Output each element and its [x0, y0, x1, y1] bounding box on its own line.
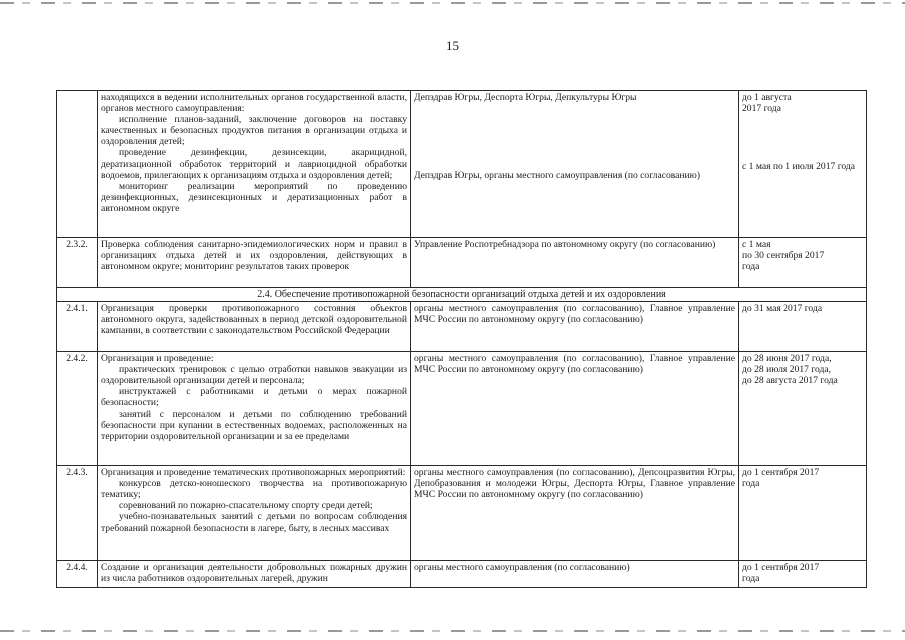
executor-text: органы местного самоуправления (по согласованию), Депсоцразвития Югры, Депобразования и молодежи Югры, Деспорта Югры, Главное управление МЧС России по автономному округу (по согласованию) [414, 467, 735, 501]
item-number: 2.3.2. [57, 238, 98, 288]
action-text: учебно-познавательных занятий с детьми по вопросам соблюдения требований пожарной безопасности в лагере, быту, в лесных массивах [101, 511, 407, 534]
deadline-text: года [742, 478, 760, 490]
table-row [57, 91, 867, 238]
deadline-text: до 28 августа 2017 года [742, 375, 838, 387]
deadline-text: с 1 мая [742, 239, 771, 250]
deadline-text: до 1 сентября 2017 [742, 467, 820, 479]
executor-text: Депздрав Югры, органы местного самоуправления (по согласованию) [414, 170, 701, 182]
plan-table [56, 90, 867, 588]
deadline-cell [739, 238, 867, 288]
item-number: 2.4.2. [57, 352, 98, 466]
action-text: соревнований по пожарно-спасательному спорту среди детей; [119, 500, 373, 512]
executor-text: Управление Роспотребнадзора по автономному округу (по согласованию) [414, 239, 716, 250]
executors-cell [411, 91, 739, 238]
table-row [57, 238, 867, 288]
item-number: 2.4.3. [57, 466, 98, 561]
section-heading: 2.4. Обеспечение противопожарной безопасности организаций отдыха детей и их оздоровления [57, 288, 867, 302]
deadline-text: до 28 июля 2017 года, [742, 364, 832, 376]
executor-text: органы местного самоуправления (по согласованию) [414, 562, 630, 574]
deadline-cell [739, 352, 867, 466]
action-cell [98, 91, 411, 238]
action-text: Проверка соблюдения санитарно-эпидемиологических норм и правил в организациях отдыха детей и их оздоровления, действующих в автономном округе; мониторинг результатов таких проверок [101, 239, 407, 273]
action-text: исполнение планов-заданий, заключение договоров на поставку качественных и безопасных продуктов питания в организации отдыха и оздоровления детей; [101, 114, 407, 148]
executors-cell [411, 561, 739, 588]
deadline-text: 2017 года [742, 103, 781, 115]
deadline-text: по 30 сентября 2017 [742, 250, 825, 262]
deadline-text: до 31 мая 2017 года [742, 303, 823, 315]
deadline-text: до 28 июня 2017 года, [742, 353, 832, 365]
action-text: конкурсов детско-юношеского творчества на противопожарную тематику; [101, 478, 407, 501]
page-number: 15 [446, 38, 459, 53]
action-text: находящихся в ведении исполнительных органов государственной власти, органов местного самоуправления: [101, 92, 407, 115]
executors-cell [411, 352, 739, 466]
deadline-text: до 1 сентября 2017 [742, 562, 820, 574]
item-number: 2.4.4. [57, 561, 98, 588]
action-text: проведение дезинфекции, дезинсекции, акарицидной, дератизационной обработок территорий и лавриоцидной обработки водоемов, прилегающих к организациям отдыха и оздоровления детей; [101, 147, 407, 181]
action-text: инструктажей с работниками и детьми о мерах пожарной безопасности; [101, 386, 407, 409]
action-text: практических тренировок с целью отработки навыков эвакуации из оздоровительной организации детей и персонала; [101, 364, 407, 387]
action-text: занятий с персоналом и детьми по соблюдению требований безопасности при купании в естественных водоемах, расположенных на территории оздоровительной организации и за ее пределами [101, 408, 407, 442]
executor-text: органы местного самоуправления (по согласованию), Главное управление МЧС России по автономному округу (по согласованию) [414, 353, 735, 376]
deadline-text: года [742, 573, 760, 585]
action-cell [98, 352, 411, 466]
scan-edge-top [0, 2, 905, 4]
table-row [57, 561, 867, 588]
executors-cell [411, 238, 739, 288]
action-text: мониторинг реализации мероприятий по проведению дезинфекционных, дезинсекционных и дератизационных работ в автономном округе [101, 180, 407, 214]
executors-cell [411, 466, 739, 561]
item-number [57, 91, 98, 238]
action-text: Создание и организация деятельности добровольных пожарных дружин из числа работников оздоровительных лагерей, дружин [101, 562, 407, 585]
action-cell [98, 302, 411, 352]
action-cell [98, 238, 411, 288]
deadline-cell [739, 561, 867, 588]
table-row [57, 352, 867, 466]
section-heading-row [57, 288, 867, 302]
deadline-text: до 1 августа [742, 92, 792, 103]
item-number: 2.4.1. [57, 302, 98, 352]
action-text: Организация и проведение: [101, 353, 214, 365]
scan-edge-bottom [0, 630, 905, 632]
action-cell [98, 466, 411, 561]
deadline-cell [739, 302, 867, 352]
deadline-cell [739, 91, 867, 238]
executors-cell [411, 302, 739, 352]
deadline-text: с 1 мая по 1 июля 2017 года [742, 161, 856, 173]
table-row [57, 466, 867, 561]
executor-text: органы местного самоуправления (по согласованию), Главное управление МЧС России по автономному округу (по согласованию) [414, 303, 735, 326]
deadline-cell [739, 466, 867, 561]
action-text: Организация проверки противопожарного состояния объектов автономного округа, задействованных в период детской оздоровительной кампании, в соответствии с законодательством Российской Федерации [101, 303, 407, 337]
action-text: Организация и проведение тематических противопожарных мероприятий: [101, 467, 406, 479]
executor-text: Депздрав Югры, Деспорта Югры, Депкультуры Югры [414, 92, 637, 103]
deadline-text: года [742, 261, 760, 273]
action-cell [98, 561, 411, 588]
table-row [57, 302, 867, 352]
